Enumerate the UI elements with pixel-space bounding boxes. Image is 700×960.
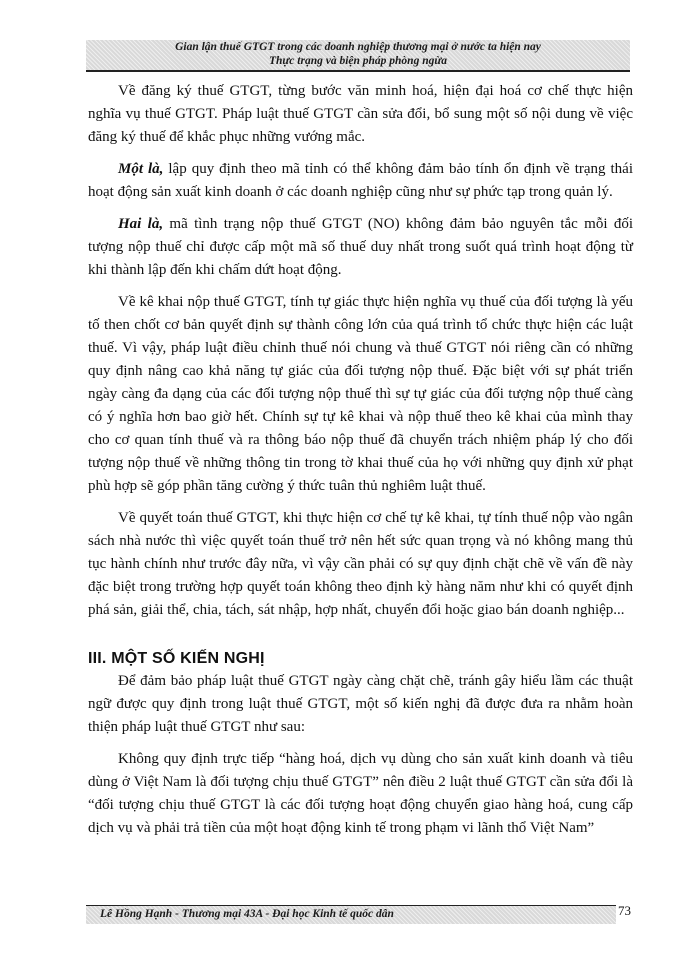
header-title-line-1: Gian lận thuế GTGT trong các doanh nghiệp thương mại ở nước ta hiện nay xyxy=(175,41,541,53)
paragraph-recommendation-intro: Để đảm bảo pháp luật thuế GTGT ngày càng chặt chẽ, tránh gây hiểu lầm các thuật ngữ được quy định trong luật thuế GTGT, một số kiến nghị đã được đưa ra nhằm hoàn thiện pháp luật thuế GTGT như sau: xyxy=(88,673,633,735)
page-footer xyxy=(86,905,616,924)
paragraph-lead-first: Một là, xyxy=(118,161,164,177)
paragraph-first-text: lập quy định theo mã tỉnh có thể không đảm bảo tính ổn định về trạng thái hoạt động sản xuất kinh doanh ở các doanh nghiệp cũng như sự phức tạp trong quản lý. xyxy=(88,161,633,200)
paragraph-declaration: Về kê khai nộp thuế GTGT, tính tự giác thực hiện nghĩa vụ thuế của đối tượng là yếu tố then chốt cơ bản quyết định sự thành công lớn của quá trình tổ chức thực hiện các luật thuế. Vì vậy, pháp luật điều chỉnh thuế nói chung và thuế GTGT nói riêng cần có những quy định nâng cao khả năng tự giác của đối tượng nộp thuế. Đặc biệt với sự phát triển ngày càng đa dạng của các đối tượng nộp thuế thì sự tự giác của đối tượng nộp thuế càng có ý nghĩa hơn bao giờ hết. Chính sự tự kê khai và nộp thuế theo kê khai của mình thay cho cơ quan tính thuế và ra thông báo nộp thuế đã chuyển trách nhiệm pháp lý cho đối tượng nộp thuế về những thông tin trong tờ khai thuế của họ với những quy định xử phạt phù hợp sẽ góp phần tăng cường ý thức tuân thủ nghiêm luật thuế. xyxy=(88,294,633,494)
paragraph-lead-second: Hai là, xyxy=(118,216,164,232)
document-body xyxy=(88,80,633,840)
paragraph-registration: Về đăng ký thuế GTGT, từng bước văn minh hoá, hiện đại hoá cơ chế thực hiện nghĩa vụ thuế GTGT. Pháp luật thuế GTGT cần sửa đổi, bổ sung một số nội dung về việc đăng ký thuế để khắc phục những vướng mắc. xyxy=(88,83,633,145)
header-title-line-2: Thực trạng và biện pháp phòng ngừa xyxy=(268,55,447,67)
page-header xyxy=(86,40,630,72)
page-number: 73 xyxy=(618,903,631,918)
footer-author: Lê Hồng Hạnh - Thương mại 43A - Đại học Kinh tế quốc dân xyxy=(100,908,394,920)
section-heading: III. MỘT SỐ KIẾN NGHỊ xyxy=(88,650,265,667)
paragraph-recommendation-one: Không quy định trực tiếp “hàng hoá, dịch vụ dùng cho sản xuất kinh doanh và tiêu dùng ở Việt Nam là đối tượng chịu thuế GTGT” nên điều 2 luật thuế GTGT cần sửa đổi là “đối tượng chịu thuế GTGT là các đối tượng hoạt động chuyển giao hàng hoá, cung cấp dịch vụ và phải trả tiền của một hoạt động kinh tế trong phạm vi lãnh thổ Việt Nam” xyxy=(88,751,633,836)
paragraph-settlement: Về quyết toán thuế GTGT, khi thực hiện cơ chế tự kê khai, tự tính thuế nộp vào ngân sách nhà nước thì việc quyết toán thuế trở nên hết sức quan trọng và nó không mang thủ tục hành chính như trước đây nữa, vì vậy cần phải có sự quy định chặt chẽ về vấn đề này đặc biệt trong trường hợp quyết toán không theo định kỳ hàng năm như khi có quyết định phá sản, giải thể, chia, tách, sát nhập, hợp nhất, chuyển đổi hoặc giao bán doanh nghiệp... xyxy=(88,510,633,618)
paragraph-second-text: mã tình trạng nộp thuế GTGT (NO) không đảm bảo nguyên tắc mỗi đối tượng nộp thuế chỉ được cấp một mã số thuế duy nhất trong suốt quá trình hoạt động từ khi thành lập đến khi chấm dứt hoạt động. xyxy=(88,216,633,278)
paragraph-first-point xyxy=(88,158,633,204)
paragraph-second-point xyxy=(88,213,633,282)
